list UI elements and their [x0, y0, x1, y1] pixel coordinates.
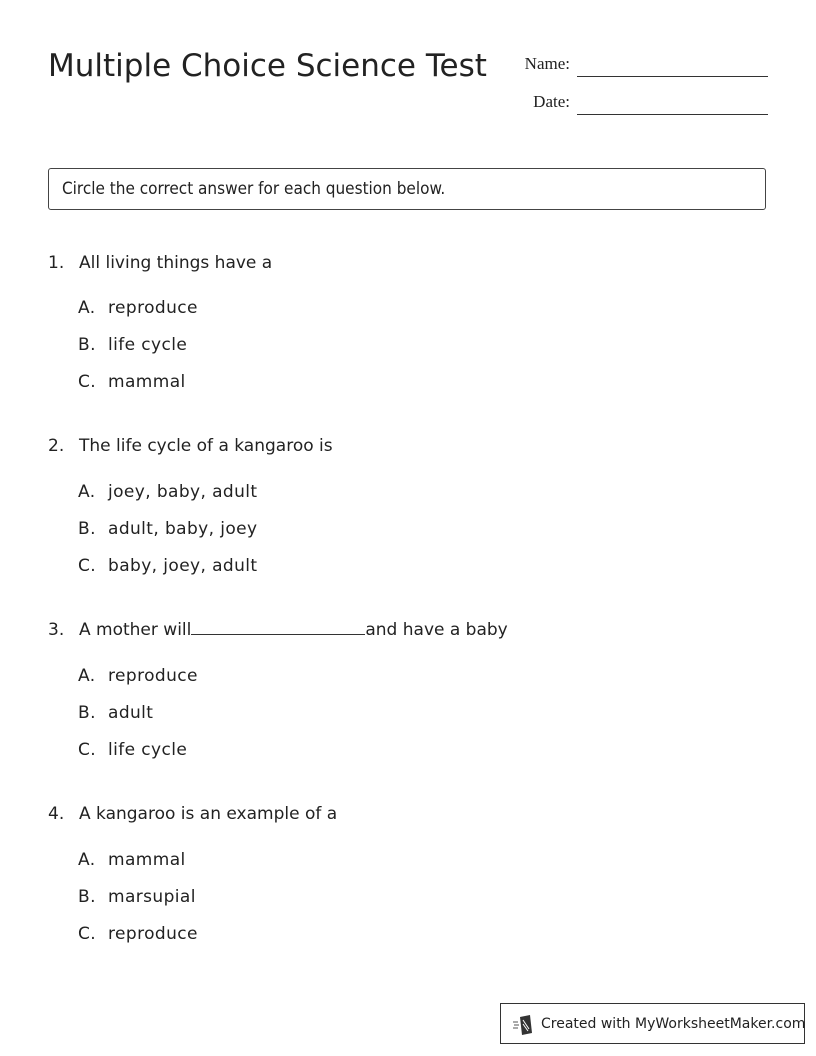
question-text-before: A mother will	[79, 620, 192, 640]
option-text: joey, baby, adult	[108, 482, 258, 502]
question-text-after: and have a baby	[365, 620, 508, 640]
footer-text: Created with MyWorksheetMaker.com	[541, 1016, 806, 1032]
option-letter: A.	[78, 850, 96, 870]
option-text: adult, baby, joey	[108, 519, 258, 539]
option-letter: B.	[78, 887, 96, 907]
option-text: marsupial	[108, 887, 196, 907]
date-field	[500, 92, 570, 114]
option-letter: B.	[78, 335, 96, 355]
question-text: All living things have a	[79, 253, 273, 273]
option-text: reproduce	[108, 298, 198, 318]
name-line[interactable]	[577, 76, 768, 77]
page-title: Multiple Choice Science Test	[48, 48, 487, 84]
question-text	[79, 620, 508, 640]
option-letter: C.	[78, 556, 97, 576]
option-letter: C.	[78, 740, 97, 760]
worksheet-maker-logo-icon	[513, 1014, 533, 1034]
option-text: reproduce	[108, 924, 198, 944]
option-text: reproduce	[108, 666, 198, 686]
option-letter: B.	[78, 519, 96, 539]
option-letter: C.	[78, 372, 97, 392]
option-letter: A.	[78, 666, 96, 686]
option-text: mammal	[108, 372, 186, 392]
option-text: life cycle	[108, 335, 188, 355]
fill-in-blank[interactable]	[191, 620, 365, 635]
option-letter: B.	[78, 703, 96, 723]
instructions-box	[48, 168, 766, 210]
option-text: life cycle	[108, 740, 188, 760]
option-text: adult	[108, 703, 154, 723]
option-letter: A.	[78, 482, 96, 502]
name-label: Name:	[524, 54, 570, 73]
footer-badge[interactable]	[500, 1003, 805, 1044]
instructions-text: Circle the correct answer for each question below.	[62, 179, 446, 199]
question-number: 2.	[48, 436, 65, 456]
question-text: A kangaroo is an example of a	[79, 804, 338, 824]
question-number: 3.	[48, 620, 65, 640]
question-number: 4.	[48, 804, 65, 824]
option-letter: A.	[78, 298, 96, 318]
question-number: 1.	[48, 253, 65, 273]
option-text: baby, joey, adult	[108, 556, 258, 576]
question-text: The life cycle of a kangaroo is	[79, 436, 333, 456]
name-field	[500, 54, 570, 76]
date-line[interactable]	[577, 114, 768, 115]
option-text: mammal	[108, 850, 186, 870]
date-label: Date:	[533, 92, 570, 111]
option-letter: C.	[78, 924, 97, 944]
